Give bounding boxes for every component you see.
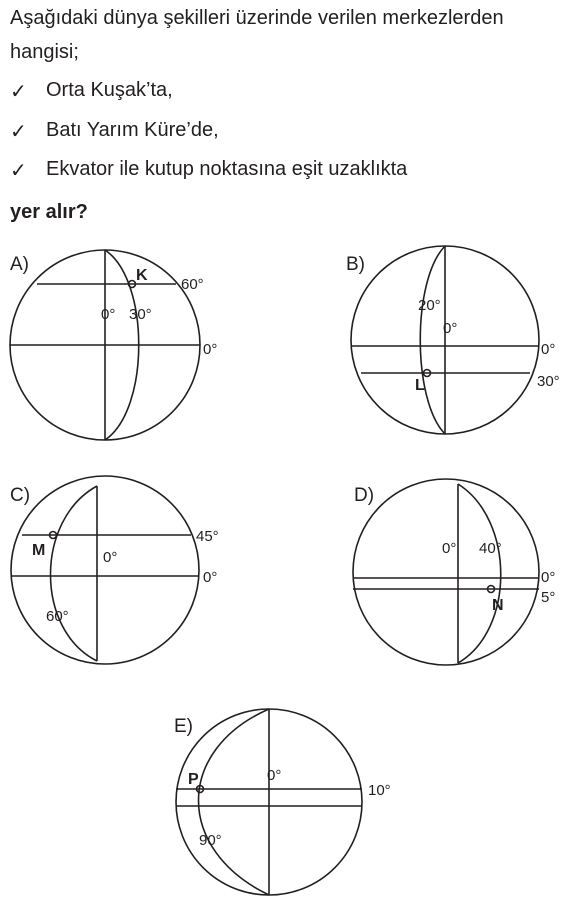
point-label: N bbox=[492, 597, 504, 614]
curve-label: 60° bbox=[46, 608, 69, 625]
question-ending: yer alır? bbox=[10, 201, 88, 223]
equator-label: 0° bbox=[203, 341, 218, 358]
point-label: L bbox=[415, 377, 425, 394]
meridian-curve bbox=[51, 486, 98, 661]
criterion-2: Batı Yarım Küre’de, bbox=[46, 119, 219, 141]
latitude-label: 5° bbox=[541, 589, 556, 606]
curve-label: 20° bbox=[418, 297, 441, 314]
equator-label: 0° bbox=[541, 569, 556, 586]
check-icon: ✓ bbox=[10, 81, 27, 103]
option-c[interactable] bbox=[10, 476, 219, 664]
latitude-label: 60° bbox=[181, 276, 204, 293]
option-e-label: E) bbox=[174, 716, 193, 737]
latitude-label: 10° bbox=[368, 782, 391, 799]
criterion-3: Ekvator ile kutup noktasına eşit uzaklıkta bbox=[46, 158, 408, 180]
meridian-label: 0° bbox=[443, 320, 458, 337]
meridian-curve bbox=[199, 709, 270, 895]
check-icon: ✓ bbox=[10, 160, 27, 182]
option-e[interactable] bbox=[174, 709, 391, 895]
point-label: P bbox=[188, 771, 199, 788]
option-b[interactable] bbox=[346, 246, 560, 434]
point-label: K bbox=[136, 267, 148, 284]
equator-label: 0° bbox=[541, 341, 556, 358]
option-a-label: A) bbox=[10, 254, 29, 275]
globe-outline bbox=[11, 476, 199, 664]
question-line-2: hangisi; bbox=[10, 41, 79, 63]
curve-label: 30° bbox=[129, 306, 152, 323]
criterion-1: Orta Kuşak’ta, bbox=[46, 79, 173, 101]
option-d[interactable] bbox=[353, 479, 555, 665]
meridian-label: 0° bbox=[101, 306, 116, 323]
curve-label: 40° bbox=[479, 540, 502, 557]
meridian-label: 0° bbox=[103, 549, 118, 566]
meridian-label: 0° bbox=[267, 767, 282, 784]
equator-label: 0° bbox=[203, 569, 218, 586]
meridian-curve bbox=[420, 246, 445, 434]
latitude-label: 45° bbox=[196, 528, 219, 545]
option-c-label: C) bbox=[10, 485, 31, 506]
option-a[interactable] bbox=[10, 250, 217, 440]
meridian-curve bbox=[458, 484, 501, 663]
meridian-label: 0° bbox=[442, 540, 457, 557]
curve-label: 90° bbox=[199, 832, 222, 849]
option-b-label: B) bbox=[346, 254, 365, 275]
question-line-1: Aşağıdaki dünya şekilleri üzerinde verilen merkezlerden bbox=[10, 7, 504, 29]
option-d-label: D) bbox=[354, 485, 375, 506]
point-label: M bbox=[32, 542, 46, 559]
globe-outline bbox=[353, 479, 539, 665]
latitude-label: 30° bbox=[537, 373, 560, 390]
check-icon: ✓ bbox=[10, 121, 27, 143]
